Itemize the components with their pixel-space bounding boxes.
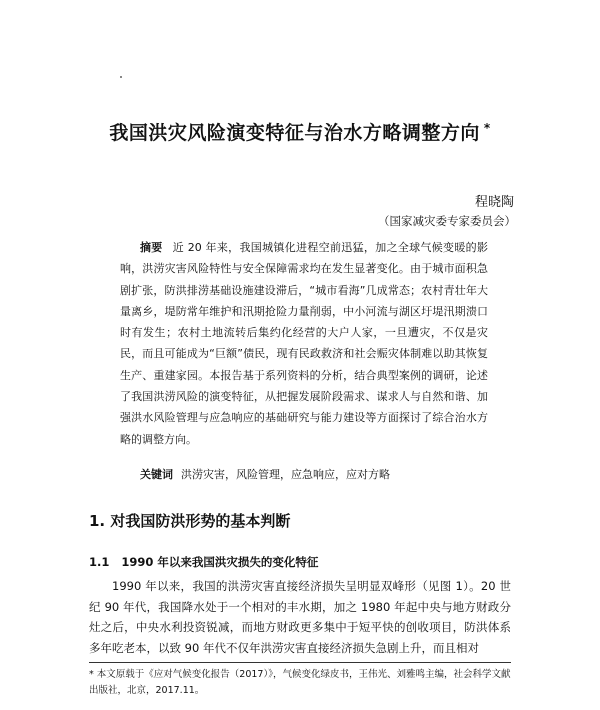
section-heading-1: 1. 对我国防洪形势的基本判断	[89, 512, 291, 530]
author-affiliation: （国家减灾委专家委员会）	[378, 214, 516, 228]
footnote: * 本文原载于《应对气候变化报告（2017）》，气候变化绿皮书，王伟光、刘雅鸣主编，社会科学文献出版社，北京，2017.11。	[89, 669, 511, 696]
abstract-label: 摘要	[140, 241, 163, 254]
scan-speck	[120, 76, 122, 78]
body-text	[89, 576, 511, 658]
title-footnote-mark: *	[483, 120, 491, 135]
author-name: 程晓陶	[474, 195, 514, 210]
footnote-divider	[89, 662, 511, 663]
paper-title	[0, 118, 600, 145]
abstract-text: 近 20 年来，我国城镇化进程空前迅猛，加之全球气候变暖的影响，洪涝灾害风险特性与安全保障需求均在发生显著变化。由于城市面积急剧扩张，防洪排涝基础设施建设滞后，“城市看海”几成常态；农村青壮年大量离乡，堤防常年维护和汛期抢险力量削弱，中小河流与湖区圩堤汛期溃口时有发生；农村土地流转后集约化经营的大户人家，一旦遭灾，不仅是灾民，而且可能成为“巨额”债民，现有民政救济和社会赈灾体制难以助其恢复生产、重建家园。本报告基于系列资料的分析，结合典型案例的调研，论述了我国洪涝风险的演变特征，从把握发展阶段需求、谋求人与自然和谐、加强洪水风险管理与应急响应的基础研究与能力建设等方面探讨了综合治水方略的调整方向。	[120, 241, 488, 446]
abstract	[120, 237, 488, 450]
body-paragraph: 1990 年以来，我国的洪涝灾害直接经济损失呈明显双峰形（见图 1）。20 世纪 90 年代，我国降水处于一个相对的丰水期，加之 1980 年起中央与地方财政分灶之后，中央水利投资锐减，而地方财政更多集中于短平快的创收项目，防洪体系多年吃老本，以致 90 年代不仅年洪涝灾害直接经济损失急剧上升，而且相对	[89, 579, 511, 655]
title-text: 我国洪灾风险演变特征与治水方略调整方向	[109, 122, 480, 144]
keywords-label: 关键词	[140, 468, 173, 481]
keywords-text: 洪涝灾害，风险管理，应急响应，应对方略	[181, 468, 390, 481]
keywords	[140, 466, 390, 482]
section-title: 1990 年以来我国洪灾损失的变化特征	[121, 555, 319, 569]
section-number: 1.1	[89, 555, 110, 569]
section-heading-1-1	[89, 554, 318, 570]
